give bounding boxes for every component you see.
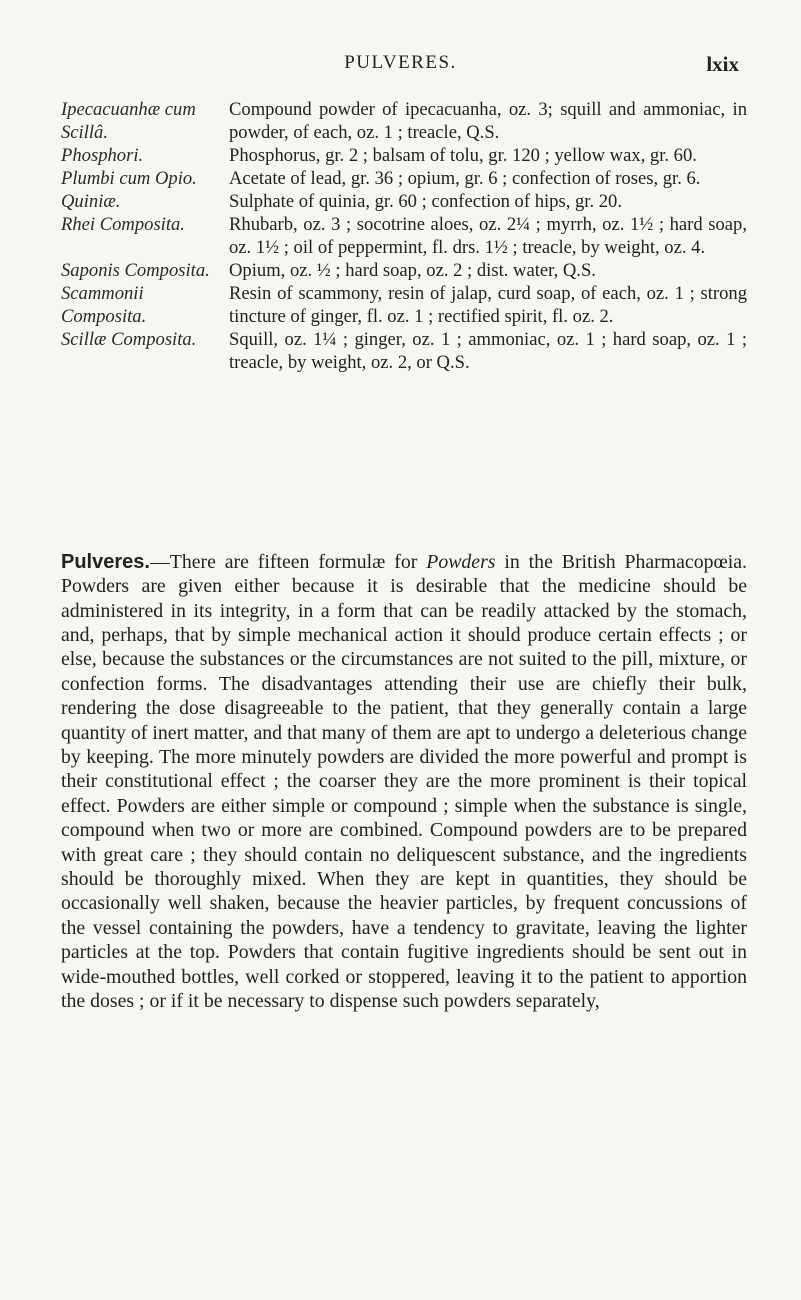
formula-entry xyxy=(61,213,747,259)
formula-name: Phosphori. xyxy=(61,145,144,166)
formula-text: Compound powder of ipecacuanha, oz. 3; squill and ammoniac, in powder, of each, oz. 1 ; treacle, Q.S. xyxy=(229,99,747,143)
formula-entry xyxy=(61,190,747,213)
formula-name: Saponis Composita. xyxy=(61,260,210,281)
formula-text: Rhubarb, oz. 3 ; socotrine aloes, oz. 2¼ ; myrrh, oz. 1½ ; hard soap, oz. 1½ ; oil of peppermint, fl. drs. 1½ ; treacle, by weight, oz. 4. xyxy=(229,214,747,258)
pulveres-body-emph: Powders xyxy=(426,550,496,573)
page-number: lxix xyxy=(706,52,739,76)
formula-entry xyxy=(61,328,747,374)
formula-entry xyxy=(61,259,747,282)
formula-text: Sulphate of quinia, gr. 60 ; confection of hips, gr. 20. xyxy=(229,191,622,212)
formula-entry xyxy=(61,167,747,190)
formula-list xyxy=(61,98,747,374)
formula-text: Acetate of lead, gr. 36 ; opium, gr. 6 ; confection of roses, gr. 6. xyxy=(229,168,701,189)
pulveres-paragraph xyxy=(61,550,747,1014)
formula-name: Rhei Composita. xyxy=(61,214,185,235)
formula-text: Squill, oz. 1¼ ; ginger, oz. 1 ; ammoniac, oz. 1 ; hard soap, oz. 1 ; treacle, by weight, oz. 2, or Q.S. xyxy=(229,329,747,373)
formula-entry xyxy=(61,282,747,328)
running-title: PULVERES. xyxy=(344,52,457,73)
formula-name: Quiniæ. xyxy=(61,191,121,212)
formula-text: Opium, oz. ½ ; hard soap, oz. 2 ; dist. water, Q.S. xyxy=(229,260,596,281)
pulveres-body-end: in the British Pharmacopœia. Powders are given either because it is desirable that the medicine should be administered in its integrity, in a form that can be readily attacked by the stomach, and, perhaps, that by simple mechanical action it should produce certain effects ; or else, because the substances or the circumstances are not suited to the pill, mixture, or confection forms. The disadvantages attending their use are chiefly their bulk, rendering the dose disagreeable to the patient, that they generally contain a large quantity of inert matter, and that many of them are apt to undergo a deleterious change by keeping. The more minutely powders are divided the more powerful and prompt is their constitutional effect ; the coarser they are the more prominent is their topical effect. Powders are either simple or compound ; simple when the substance is single, compound when two or more are combined. Compound powders are to be prepared with great care ; they should contain no deliquescent substance, and the ingredients should be thoroughly mixed. When they are kept in quantities, they should be occasionally well shaken, because the heavier particles, by frequent concussions of the vessel containing the powders, have a tendency to gravitate, leaving the lighter particles at the top. Powders that contain fugitive ingredients should be sent out in wide-mouthed bottles, well corked or stoppered, leaving it to the patient to apportion the doses ; or if it be necessary to dispense such powders separately, xyxy=(61,550,748,1013)
pulveres-heading: Pulveres. xyxy=(61,550,150,573)
formula-name: Ipecacuanhæ cum Scillâ. xyxy=(61,99,196,143)
pulveres-body-start: —There are fifteen formulæ for xyxy=(149,550,427,573)
formula-entry xyxy=(61,98,747,144)
formula-name: Scammonii Composita. xyxy=(61,283,147,327)
formula-text: Resin of scammony, resin of jalap, curd soap, of each, oz. 1 ; strong tincture of ginger, fl. oz. 1 ; rectified spirit, fl. oz. 2. xyxy=(229,283,747,327)
running-head xyxy=(0,52,801,82)
formula-text: Phosphorus, gr. 2 ; balsam of tolu, gr. 120 ; yellow wax, gr. 60. xyxy=(229,145,697,166)
formula-name: Plumbi cum Opio. xyxy=(61,168,197,189)
formula-entry xyxy=(61,144,747,167)
formula-name: Scillæ Composita. xyxy=(61,329,197,350)
